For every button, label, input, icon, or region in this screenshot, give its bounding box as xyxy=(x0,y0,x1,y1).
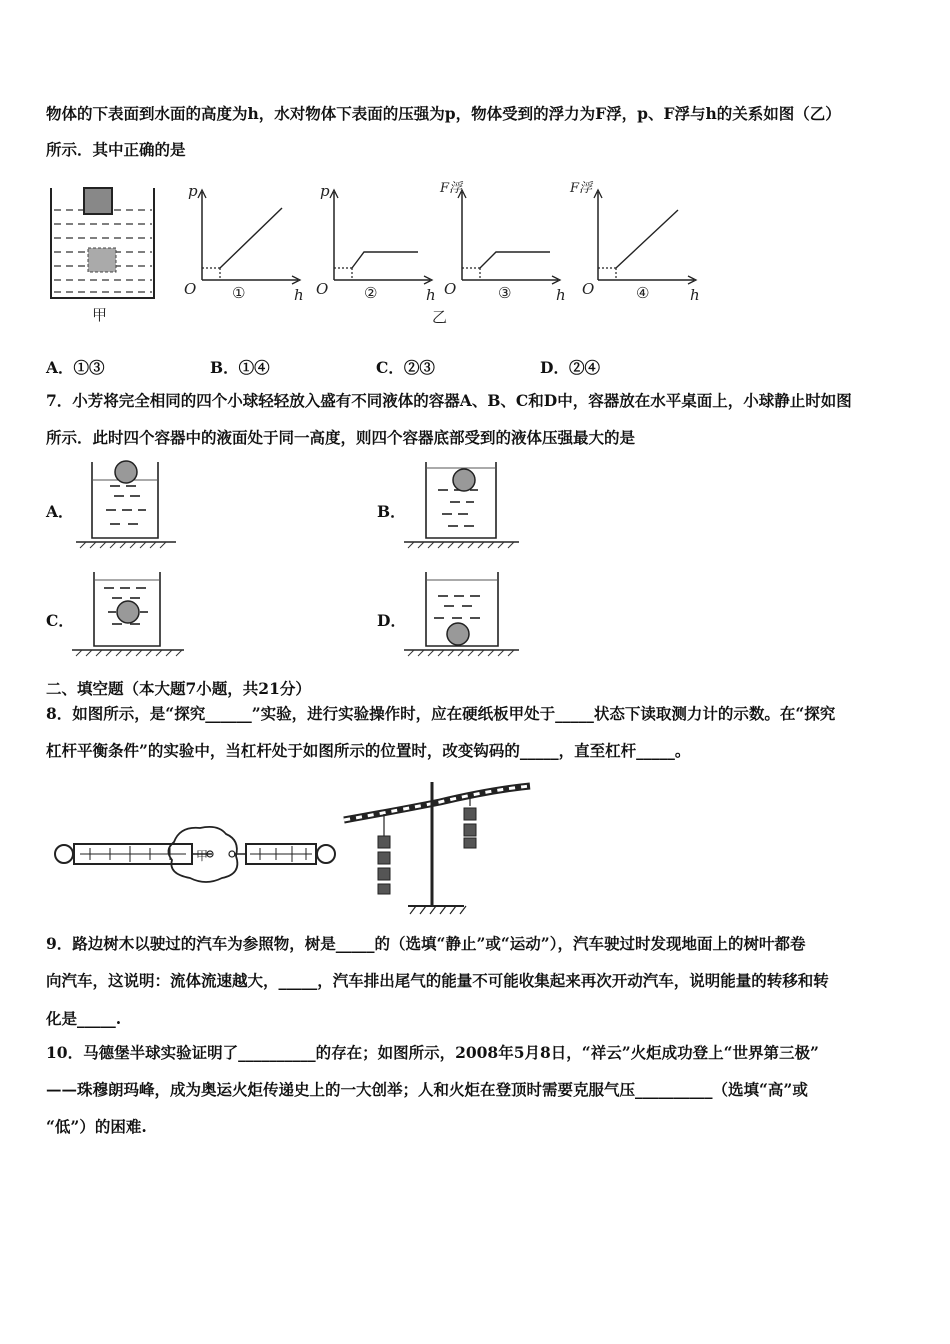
q7-option-c[interactable]: C． xyxy=(46,611,74,630)
block-submerged xyxy=(88,248,116,272)
q10-line-3: “低”）的困难. xyxy=(46,1117,147,1136)
q10-line-2: ——珠穆朗玛峰，成为奥运火炬传递史上的一大创举；人和火炬在登顶时需要克服气压__________（选填“高”或 xyxy=(46,1080,808,1099)
q10-line-1: 10．马德堡半球实验证明了__________的存在；如图所示，2008年5月8日，“祥云”火炬成功登上“世界第三极” xyxy=(46,1043,819,1062)
q6-line-1: 物体的下表面到水面的高度为h，水对物体下表面的压强为p，物体受到的浮力为F浮，p、F浮与h的关系如图（乙） xyxy=(46,104,841,123)
q6-graph-4 xyxy=(570,180,706,310)
q8-spring-scales-figure xyxy=(50,820,340,890)
q9-line-2: 向汽车，这说明：流体流速越大，_____，汽车排出尾气的能量不可能收集起来再次开动汽车，说明能量的转移和转 xyxy=(46,971,829,990)
graph-3-xlabel: h xyxy=(556,286,566,304)
jia-label: 甲 xyxy=(92,306,108,324)
graph-4-number: ④ xyxy=(636,284,650,302)
q7-container-b xyxy=(404,456,519,551)
q6-graph-1 xyxy=(180,180,310,310)
q7-container-d xyxy=(404,566,519,661)
block-top xyxy=(84,188,112,214)
ball-a xyxy=(115,461,137,483)
q7-line-1: 7．小芳将完全相同的四个小球轻轻放入盛有不同液体的容器A、B、C和D中，容器放在水平桌面上，小球静止时如图 xyxy=(46,391,852,410)
q7-line-2: 所示．此时四个容器中的液面处于同一高度，则四个容器底部受到的液体压强最大的是 xyxy=(46,428,636,447)
graph-3-number: ③ xyxy=(498,284,512,302)
graph-2-xlabel: h xyxy=(426,286,436,304)
graph-4-xlabel: h xyxy=(690,286,700,304)
cardboard-label: 甲 xyxy=(196,849,209,863)
graph-3-ylabel: F浮 xyxy=(440,181,463,196)
q9-line-3: 化是_____. xyxy=(46,1009,122,1028)
graph-2-number: ② xyxy=(364,284,378,302)
graph-4-line xyxy=(616,210,678,268)
ball-b xyxy=(453,469,475,491)
q6-graph-3 xyxy=(432,180,570,330)
q9-line-1: 9．路边树木以驶过的汽车为参照物，树是_____的（选填“静止”或“运动”），汽车驶过时发现地面上的树叶都卷 xyxy=(46,934,806,953)
q8-line-2: 杠杆平衡条件”的实验中，当杠杆处于如图所示的位置时，改变钩码的_____，直至杠杆_____。 xyxy=(46,741,691,760)
graph-1-line xyxy=(220,208,282,268)
q6-line-2: 所示．其中正确的是 xyxy=(46,140,186,159)
left-hook-weights xyxy=(378,836,390,894)
yi-label: 乙 xyxy=(432,308,448,326)
graph-1-origin: O xyxy=(184,280,197,298)
graph-1-number: ① xyxy=(232,284,246,302)
graph-1-xlabel: h xyxy=(294,286,304,304)
q7-container-c xyxy=(72,566,184,661)
ball-d xyxy=(447,623,469,645)
q7-option-d[interactable]: D． xyxy=(377,611,406,630)
q6-option-d[interactable]: D．②④ xyxy=(540,358,600,377)
q6-figure-jia xyxy=(46,180,166,330)
graph-3-line xyxy=(480,252,550,268)
q6-option-a[interactable]: A．①③ xyxy=(46,358,105,377)
q6-graph-2 xyxy=(312,180,442,310)
graph-4-origin: O xyxy=(582,280,595,298)
q6-option-b[interactable]: B．①④ xyxy=(210,358,270,377)
q8-lever-figure xyxy=(340,776,540,921)
q8-line-1: 8．如图所示，是“探究______”实验，进行实验操作时，应在硬纸板甲处于_____状态下读取测力计的示数。在“探究 xyxy=(46,704,836,723)
q7-container-a xyxy=(76,456,176,551)
graph-1-ylabel: p xyxy=(188,182,198,200)
graph-4-ylabel: F浮 xyxy=(570,181,593,196)
ball-c xyxy=(117,601,139,623)
q7-option-a[interactable]: A． xyxy=(46,502,74,521)
graph-2-line xyxy=(352,252,418,268)
graph-2-ylabel: p xyxy=(320,182,330,200)
q6-option-c[interactable]: C．②③ xyxy=(376,358,435,377)
section-2-heading: 二、填空题（本大题7小题，共21分） xyxy=(46,679,311,698)
right-hook-weights xyxy=(464,808,476,848)
graph-2-origin: O xyxy=(316,280,329,298)
q7-option-b[interactable]: B． xyxy=(377,502,406,521)
graph-3-origin: O xyxy=(444,280,457,298)
